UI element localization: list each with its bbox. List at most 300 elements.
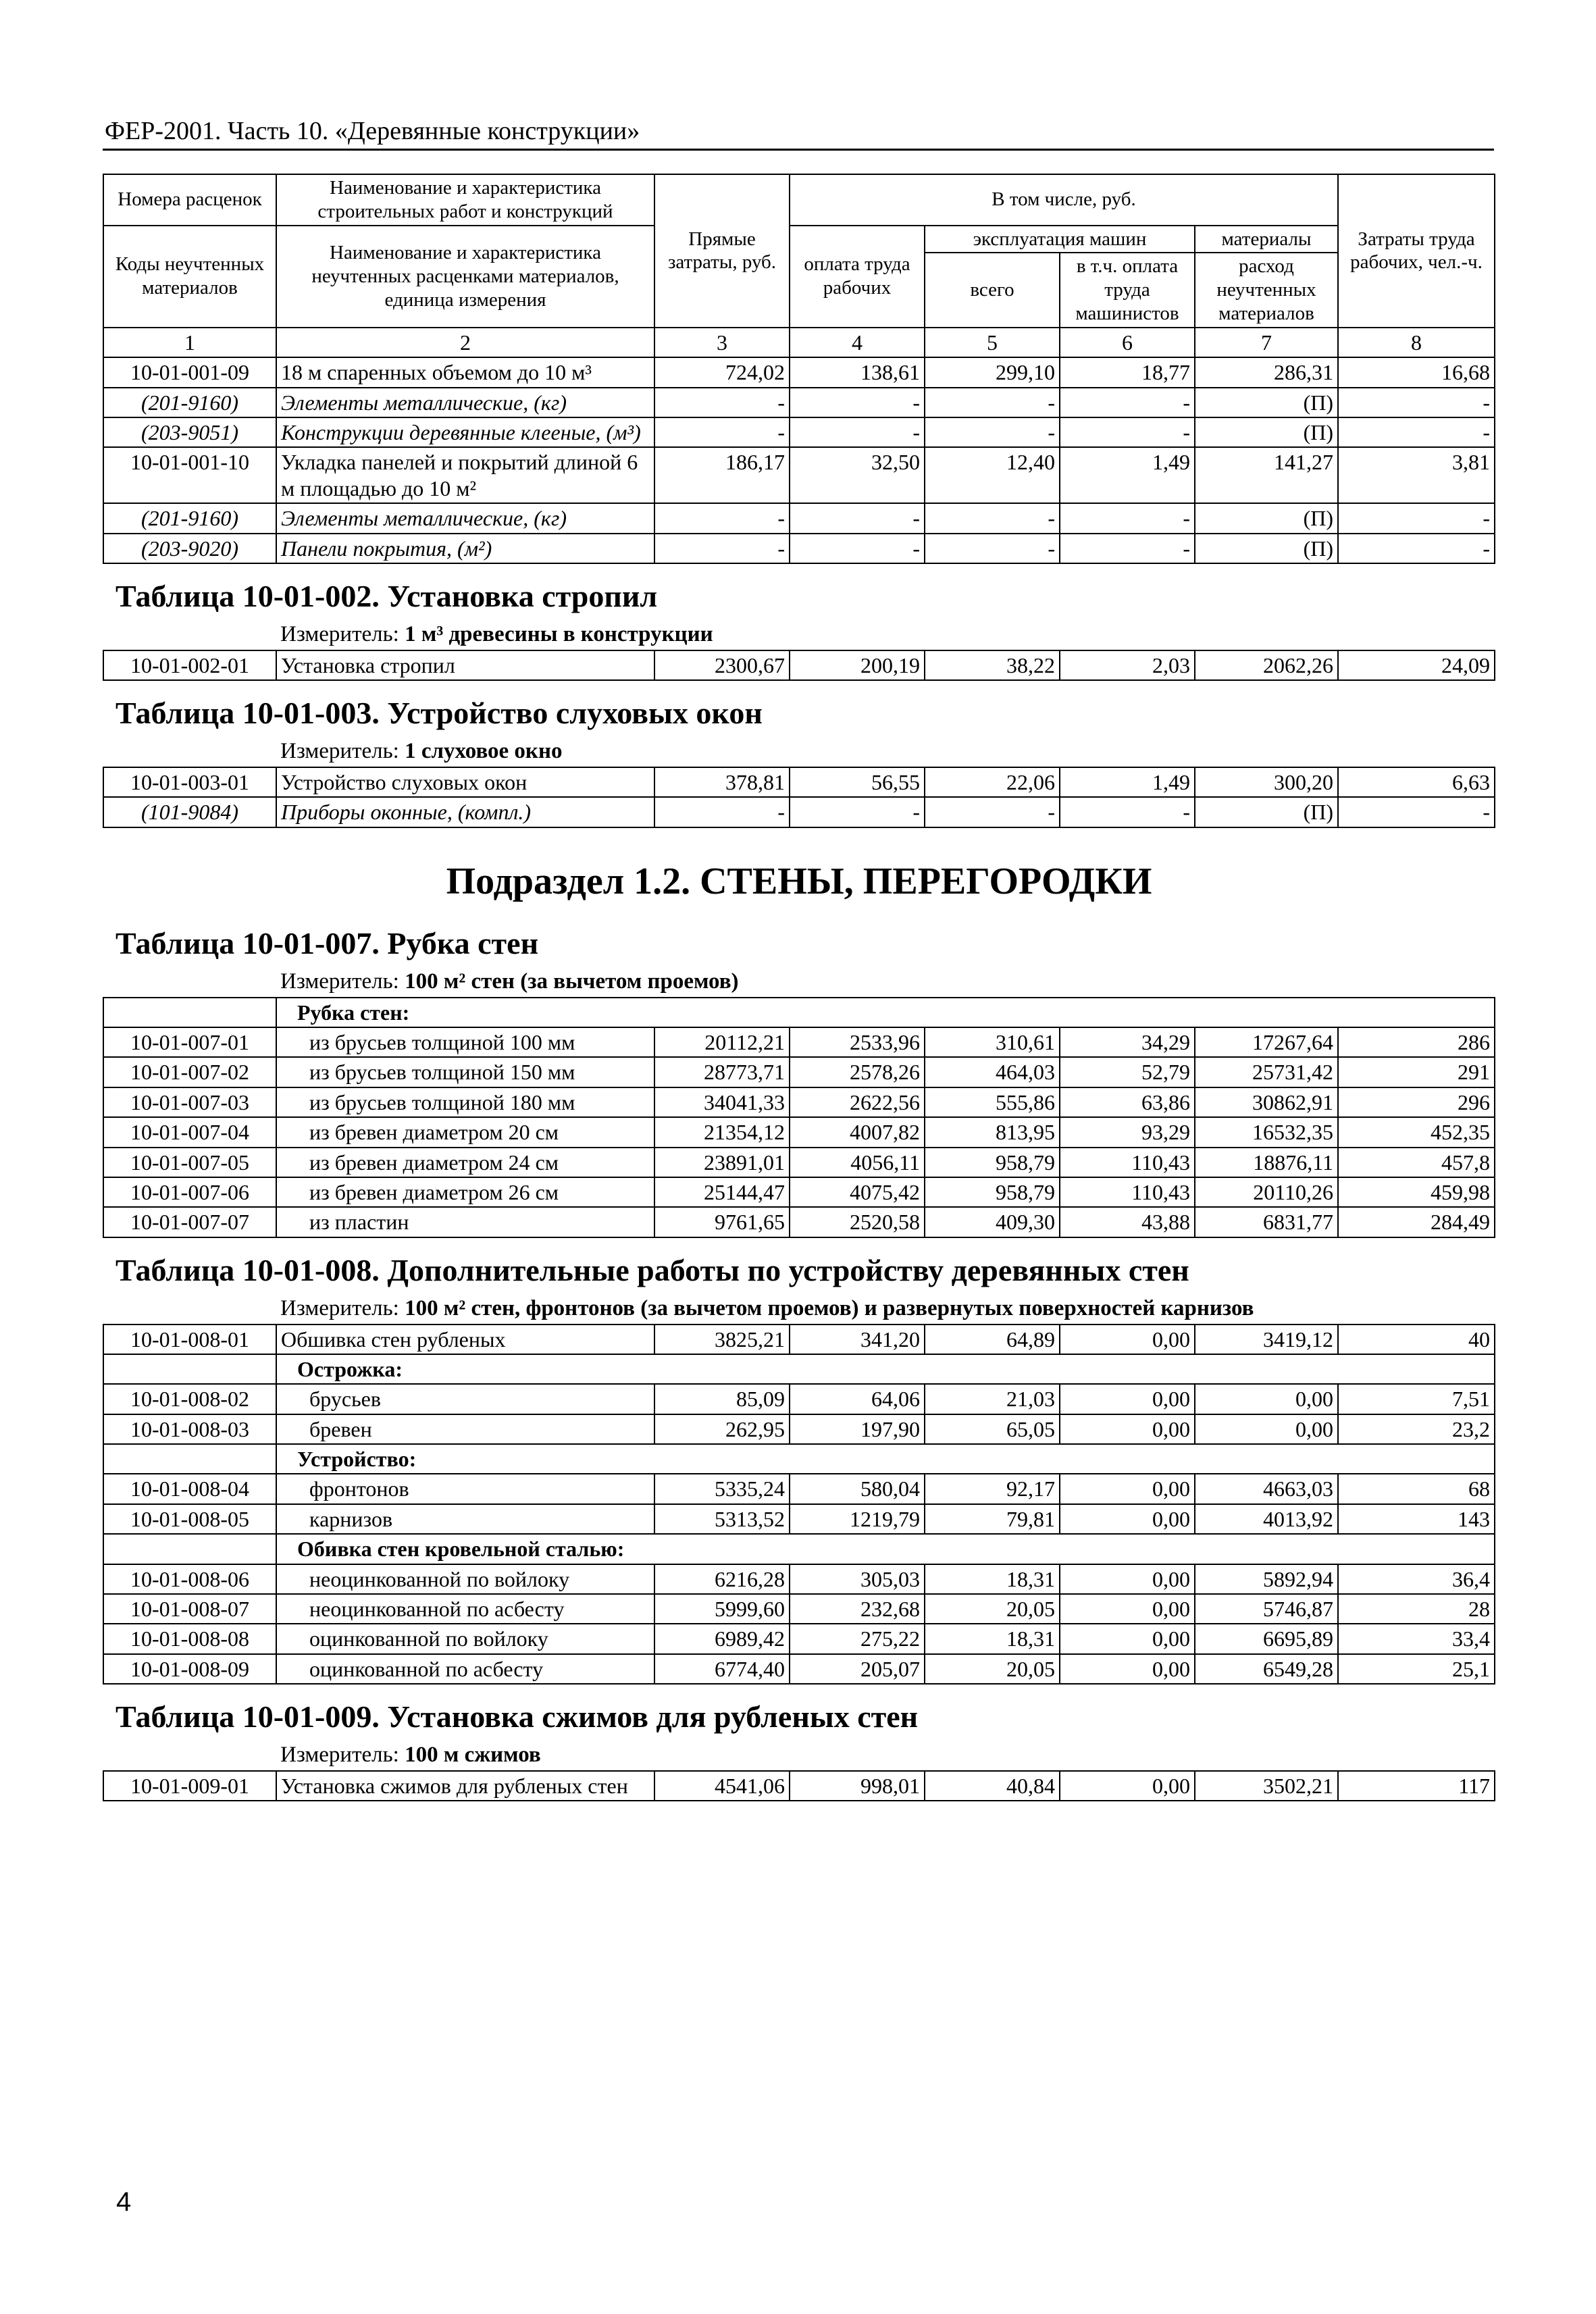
group-blank: [103, 1534, 276, 1564]
head-materials-consumption: расход неучтенных материалов: [1195, 253, 1338, 327]
value-cell: 34,29: [1060, 1027, 1195, 1057]
value-cell: 286: [1338, 1027, 1495, 1057]
table-row: [103, 1564, 1495, 1594]
group-blank: [103, 1354, 276, 1384]
value-cell: -: [654, 503, 790, 533]
group-row: [103, 1444, 1495, 1474]
column-number: 1: [103, 328, 276, 357]
value-cell: 5313,52: [654, 1504, 790, 1534]
column-number: 6: [1060, 328, 1195, 357]
head-direct-costs: Прямые затраты, руб.: [654, 174, 790, 328]
group-label: Обивка стен кровельной сталью:: [276, 1534, 1495, 1564]
value-cell: 68: [1338, 1474, 1495, 1503]
work-name: брусьев: [276, 1384, 654, 1414]
head-name-bottom: Наименование и характеристика неучтенных расценками материалов, единица измерения: [276, 226, 654, 328]
meter-value: 100 м² стен (за вычетом проемов): [405, 969, 739, 994]
value-cell: 20,05: [925, 1594, 1060, 1624]
value-cell: 18,77: [1060, 357, 1195, 387]
table-row: [103, 1594, 1495, 1624]
value-cell: 6989,42: [654, 1624, 790, 1653]
value-cell: 296: [1338, 1087, 1495, 1117]
value-cell: (П): [1195, 534, 1338, 563]
rate-code: 10-01-001-09: [103, 357, 276, 387]
value-cell: 958,79: [925, 1148, 1060, 1177]
value-cell: 3825,21: [654, 1325, 790, 1354]
page-number: 4: [116, 2187, 132, 2217]
value-cell: 143: [1338, 1504, 1495, 1534]
value-cell: 4007,82: [790, 1117, 925, 1147]
rate-code: (203-9020): [103, 534, 276, 563]
value-cell: 24,09: [1338, 650, 1495, 680]
work-name: Приборы оконные, (компл.): [276, 797, 654, 827]
table-row: [103, 1087, 1495, 1117]
rate-code: 10-01-008-05: [103, 1504, 276, 1534]
value-cell: 378,81: [654, 767, 790, 797]
work-name: Элементы металлические, (кг): [276, 503, 654, 533]
value-cell: -: [790, 503, 925, 533]
value-cell: 2300,67: [654, 650, 790, 680]
value-cell: 409,30: [925, 1207, 1060, 1237]
value-cell: 5892,94: [1195, 1564, 1338, 1594]
meter-label: Измеритель:: [280, 969, 399, 994]
column-number: 8: [1338, 328, 1495, 357]
value-cell: 23,2: [1338, 1414, 1495, 1444]
work-name: Обшивка стен рубленых: [276, 1325, 654, 1354]
table-row: [103, 1207, 1495, 1237]
rate-code: (101-9084): [103, 797, 276, 827]
table-row: [103, 447, 1495, 503]
meter-line-row: [103, 620, 1495, 650]
rate-code: 10-01-007-06: [103, 1177, 276, 1207]
table-row: [103, 1624, 1495, 1653]
value-cell: -: [790, 388, 925, 417]
table-row: [103, 1474, 1495, 1503]
value-cell: (П): [1195, 797, 1338, 827]
value-cell: 65,05: [925, 1414, 1060, 1444]
rate-code: 10-01-008-01: [103, 1325, 276, 1354]
table-title-row: [103, 1684, 1495, 1741]
value-cell: -: [1338, 503, 1495, 533]
value-cell: 3,81: [1338, 447, 1495, 503]
value-cell: 1,49: [1060, 447, 1195, 503]
value-cell: 18,31: [925, 1624, 1060, 1653]
table-row: [103, 650, 1495, 680]
head-machines: эксплуатация машин: [925, 226, 1195, 253]
value-cell: 6774,40: [654, 1654, 790, 1684]
meter-label: Измеритель:: [280, 739, 399, 764]
value-cell: 79,81: [925, 1504, 1060, 1534]
head-codes-bottom: Коды неучтенных материалов: [103, 226, 276, 328]
rate-code: 10-01-008-04: [103, 1474, 276, 1503]
value-cell: 464,03: [925, 1057, 1060, 1087]
value-cell: 2062,26: [1195, 650, 1338, 680]
value-cell: -: [1060, 388, 1195, 417]
rate-code: 10-01-008-02: [103, 1384, 276, 1414]
table-row: [103, 1771, 1495, 1801]
meter-line-row: [103, 737, 1495, 767]
value-cell: -: [925, 388, 1060, 417]
head-materials: материалы: [1195, 226, 1338, 253]
meter-line-row: [103, 1294, 1495, 1325]
column-number: 2: [276, 328, 654, 357]
value-cell: 9761,65: [654, 1207, 790, 1237]
value-cell: -: [654, 534, 790, 563]
table-row: [103, 1654, 1495, 1684]
rate-code: 10-01-002-01: [103, 650, 276, 680]
meter-line: [103, 1741, 1495, 1771]
value-cell: -: [925, 534, 1060, 563]
value-cell: 262,95: [654, 1414, 790, 1444]
rate-code: 10-01-007-04: [103, 1117, 276, 1147]
table-row: [103, 1148, 1495, 1177]
value-cell: 63,86: [1060, 1087, 1195, 1117]
value-cell: -: [1338, 797, 1495, 827]
group-row: [103, 1534, 1495, 1564]
value-cell: 4075,42: [790, 1177, 925, 1207]
table-row: [103, 1057, 1495, 1087]
meter-line: [103, 620, 1495, 650]
value-cell: (П): [1195, 503, 1338, 533]
table-row: [103, 1504, 1495, 1534]
value-cell: 18876,11: [1195, 1148, 1338, 1177]
work-name: оцинкованной по войлоку: [276, 1624, 654, 1653]
value-cell: 30862,91: [1195, 1087, 1338, 1117]
value-cell: 0,00: [1060, 1564, 1195, 1594]
table-row: [103, 1325, 1495, 1354]
value-cell: -: [790, 417, 925, 447]
value-cell: 457,8: [1338, 1148, 1495, 1177]
value-cell: 4056,11: [790, 1148, 925, 1177]
value-cell: 3419,12: [1195, 1325, 1338, 1354]
value-cell: 724,02: [654, 357, 790, 387]
rate-code: 10-01-001-10: [103, 447, 276, 503]
value-cell: 12,40: [925, 447, 1060, 503]
value-cell: 6831,77: [1195, 1207, 1338, 1237]
work-name: Укладка панелей и покрытий длиной 6 м площадью до 10 м²: [276, 447, 654, 503]
rate-code: 10-01-007-03: [103, 1087, 276, 1117]
head-codes-top: Номера расценок: [103, 174, 276, 226]
head-machines-total: всего: [925, 253, 1060, 327]
value-cell: 6549,28: [1195, 1654, 1338, 1684]
work-name: Конструкции деревянные клееные, (м³): [276, 417, 654, 447]
value-cell: 580,04: [790, 1474, 925, 1503]
value-cell: 998,01: [790, 1771, 925, 1801]
value-cell: 117: [1338, 1771, 1495, 1801]
value-cell: 6,63: [1338, 767, 1495, 797]
table-title: Таблица 10-01-002. Установка стропил: [115, 578, 658, 613]
value-cell: -: [1060, 797, 1195, 827]
value-cell: 555,86: [925, 1087, 1060, 1117]
work-name: 18 м спаренных объемом до 10 м³: [276, 357, 654, 387]
meter-line: [103, 967, 1495, 998]
value-cell: 43,88: [1060, 1207, 1195, 1237]
value-cell: 16,68: [1338, 357, 1495, 387]
value-cell: 2,03: [1060, 650, 1195, 680]
value-cell: 0,00: [1060, 1325, 1195, 1354]
value-cell: 22,06: [925, 767, 1060, 797]
work-name: из пластин: [276, 1207, 654, 1237]
group-row: [103, 998, 1495, 1027]
meter-line: [103, 737, 1495, 767]
table-title-row: [103, 563, 1495, 620]
meter-line-row: [103, 967, 1495, 998]
value-cell: 232,68: [790, 1594, 925, 1624]
value-cell: 138,61: [790, 357, 925, 387]
work-name: из брусьев толщиной 150 мм: [276, 1057, 654, 1087]
rate-code: 10-01-008-06: [103, 1564, 276, 1594]
value-cell: -: [1060, 534, 1195, 563]
value-cell: 4013,92: [1195, 1504, 1338, 1534]
value-cell: 459,98: [1338, 1177, 1495, 1207]
group-label: Устройство:: [276, 1444, 1495, 1474]
header-rule: [103, 149, 1494, 151]
value-cell: (П): [1195, 388, 1338, 417]
value-cell: 110,43: [1060, 1177, 1195, 1207]
value-cell: 92,17: [925, 1474, 1060, 1503]
column-number: 5: [925, 328, 1060, 357]
table-title: Таблица 10-01-009. Установка сжимов для рубленых стен: [115, 1699, 919, 1734]
work-name: Установка стропил: [276, 650, 654, 680]
material-row: [103, 797, 1495, 827]
value-cell: 85,09: [654, 1384, 790, 1414]
meter-value: 100 м² стен, фронтонов (за вычетом проемов) и развернутых поверхностей карнизов: [405, 1295, 1254, 1320]
column-number: 7: [1195, 328, 1338, 357]
value-cell: 17267,64: [1195, 1027, 1338, 1057]
work-name: оцинкованной по асбесту: [276, 1654, 654, 1684]
value-cell: 275,22: [790, 1624, 925, 1653]
subsection-title: Подраздел 1.2. СТЕНЫ, ПЕРЕГОРОДКИ: [446, 860, 1152, 902]
group-blank: [103, 998, 276, 1027]
value-cell: 16532,35: [1195, 1117, 1338, 1147]
value-cell: 299,10: [925, 357, 1060, 387]
value-cell: 18,31: [925, 1564, 1060, 1594]
meter-line: [103, 1294, 1495, 1325]
work-name: Элементы металлические, (кг): [276, 388, 654, 417]
value-cell: -: [654, 388, 790, 417]
work-name: бревен: [276, 1414, 654, 1444]
value-cell: 958,79: [925, 1177, 1060, 1207]
material-row: [103, 503, 1495, 533]
value-cell: 305,03: [790, 1564, 925, 1594]
column-number: 3: [654, 328, 790, 357]
head-machinists-wages: в т.ч. оплата труда машинистов: [1060, 253, 1195, 327]
value-cell: 110,43: [1060, 1148, 1195, 1177]
value-cell: 32,50: [790, 447, 925, 503]
running-header: ФЕР-2001. Часть 10. «Деревянные конструкции»: [105, 117, 640, 145]
value-cell: 0,00: [1195, 1414, 1338, 1444]
rate-code: 10-01-008-03: [103, 1414, 276, 1444]
value-cell: 4541,06: [654, 1771, 790, 1801]
table-row: [103, 767, 1495, 797]
value-cell: 6695,89: [1195, 1624, 1338, 1653]
value-cell: 0,00: [1195, 1384, 1338, 1414]
subsection-title-row: [103, 827, 1495, 911]
table-row: [103, 1384, 1495, 1414]
meter-value: 1 м³ древесины в конструкции: [405, 622, 713, 647]
value-cell: 20110,26: [1195, 1177, 1338, 1207]
value-cell: 20,05: [925, 1654, 1060, 1684]
rate-code: 10-01-003-01: [103, 767, 276, 797]
value-cell: 0,00: [1060, 1414, 1195, 1444]
value-cell: -: [1338, 417, 1495, 447]
work-name: карнизов: [276, 1504, 654, 1534]
value-cell: 34041,33: [654, 1087, 790, 1117]
value-cell: 2533,96: [790, 1027, 925, 1057]
value-cell: 93,29: [1060, 1117, 1195, 1147]
head-name-top: Наименование и характеристика строительных работ и конструкций: [276, 174, 654, 226]
table-row: [103, 1177, 1495, 1207]
value-cell: -: [654, 417, 790, 447]
table-row: [103, 1027, 1495, 1057]
value-cell: 452,35: [1338, 1117, 1495, 1147]
value-cell: 200,19: [790, 650, 925, 680]
meter-line-row: [103, 1741, 1495, 1771]
value-cell: 23891,01: [654, 1148, 790, 1177]
value-cell: 205,07: [790, 1654, 925, 1684]
table-row: [103, 357, 1495, 387]
group-blank: [103, 1444, 276, 1474]
rate-code: 10-01-007-07: [103, 1207, 276, 1237]
value-cell: -: [1338, 534, 1495, 563]
work-name: из брусьев толщиной 180 мм: [276, 1087, 654, 1117]
value-cell: 64,89: [925, 1325, 1060, 1354]
value-cell: 52,79: [1060, 1057, 1195, 1087]
value-cell: 5746,87: [1195, 1594, 1338, 1624]
rate-code: (201-9160): [103, 388, 276, 417]
value-cell: 6216,28: [654, 1564, 790, 1594]
value-cell: 21,03: [925, 1384, 1060, 1414]
rate-code: (203-9051): [103, 417, 276, 447]
meter-value: 100 м сжимов: [405, 1743, 541, 1768]
value-cell: -: [1060, 417, 1195, 447]
value-cell: 0,00: [1060, 1384, 1195, 1414]
work-name: Устройство слуховых окон: [276, 767, 654, 797]
value-cell: 2578,26: [790, 1057, 925, 1087]
value-cell: 0,00: [1060, 1474, 1195, 1503]
value-cell: 28: [1338, 1594, 1495, 1624]
value-cell: -: [790, 797, 925, 827]
meter-label: Измеритель:: [280, 1743, 399, 1768]
value-cell: 5335,24: [654, 1474, 790, 1503]
value-cell: 286,31: [1195, 357, 1338, 387]
value-cell: 28773,71: [654, 1057, 790, 1087]
value-cell: 291: [1338, 1057, 1495, 1087]
value-cell: 0,00: [1060, 1654, 1195, 1684]
value-cell: -: [1338, 388, 1495, 417]
head-labor-costs: Затраты труда рабочих, чел.-ч.: [1338, 174, 1495, 328]
head-including: В том числе, руб.: [790, 174, 1338, 226]
rate-code: 10-01-007-01: [103, 1027, 276, 1057]
work-name: неоцинкованной по войлоку: [276, 1564, 654, 1594]
value-cell: 21354,12: [654, 1117, 790, 1147]
work-name: Панели покрытия, (м²): [276, 534, 654, 563]
value-cell: 284,49: [1338, 1207, 1495, 1237]
value-cell: (П): [1195, 417, 1338, 447]
group-label: Рубка стен:: [276, 998, 1495, 1027]
value-cell: 20112,21: [654, 1027, 790, 1057]
price-table: [103, 174, 1495, 1801]
value-cell: 40: [1338, 1325, 1495, 1354]
value-cell: 56,55: [790, 767, 925, 797]
value-cell: 33,4: [1338, 1624, 1495, 1653]
meter-label: Измеритель:: [280, 1295, 399, 1320]
value-cell: 7,51: [1338, 1384, 1495, 1414]
value-cell: 0,00: [1060, 1504, 1195, 1534]
material-row: [103, 417, 1495, 447]
value-cell: 25731,42: [1195, 1057, 1338, 1087]
rate-code: 10-01-008-09: [103, 1654, 276, 1684]
rate-code: 10-01-008-07: [103, 1594, 276, 1624]
rate-code: 10-01-008-08: [103, 1624, 276, 1653]
value-cell: 197,90: [790, 1414, 925, 1444]
value-cell: 3502,21: [1195, 1771, 1338, 1801]
value-cell: -: [1060, 503, 1195, 533]
work-name: из бревен диаметром 24 см: [276, 1148, 654, 1177]
value-cell: -: [925, 417, 1060, 447]
value-cell: -: [654, 797, 790, 827]
material-row: [103, 534, 1495, 563]
rate-code: (201-9160): [103, 503, 276, 533]
table-title-row: [103, 680, 1495, 737]
group-row: [103, 1354, 1495, 1384]
work-name: из брусьев толщиной 100 мм: [276, 1027, 654, 1057]
value-cell: 0,00: [1060, 1594, 1195, 1624]
column-number: 4: [790, 328, 925, 357]
value-cell: 310,61: [925, 1027, 1060, 1057]
work-name: из бревен диаметром 20 см: [276, 1117, 654, 1147]
value-cell: 38,22: [925, 650, 1060, 680]
table-title: Таблица 10-01-003. Устройство слуховых окон: [115, 696, 763, 731]
table-title-row: [103, 911, 1495, 967]
value-cell: 141,27: [1195, 447, 1338, 503]
meter-value: 1 слуховое окно: [405, 739, 563, 764]
table-title: Таблица 10-01-007. Рубка стен: [115, 925, 539, 960]
table-title: Таблица 10-01-008. Дополнительные работы по устройству деревянных стен: [115, 1252, 1189, 1287]
work-name: фронтонов: [276, 1474, 654, 1503]
head-wages: оплата труда рабочих: [790, 226, 925, 328]
value-cell: 1219,79: [790, 1504, 925, 1534]
value-cell: -: [925, 797, 1060, 827]
value-cell: 5999,60: [654, 1594, 790, 1624]
value-cell: 36,4: [1338, 1564, 1495, 1594]
value-cell: 186,17: [654, 447, 790, 503]
value-cell: 813,95: [925, 1117, 1060, 1147]
work-name: из бревен диаметром 26 см: [276, 1177, 654, 1207]
table-row: [103, 1414, 1495, 1444]
work-name: неоцинкованной по асбесту: [276, 1594, 654, 1624]
value-cell: 64,06: [790, 1384, 925, 1414]
value-cell: -: [925, 503, 1060, 533]
value-cell: 0,00: [1060, 1771, 1195, 1801]
value-cell: -: [790, 534, 925, 563]
rate-code: 10-01-007-02: [103, 1057, 276, 1087]
value-cell: 1,49: [1060, 767, 1195, 797]
table-title-row: [103, 1237, 1495, 1294]
value-cell: 0,00: [1060, 1624, 1195, 1653]
value-cell: 2622,56: [790, 1087, 925, 1117]
value-cell: 40,84: [925, 1771, 1060, 1801]
rate-code: 10-01-007-05: [103, 1148, 276, 1177]
value-cell: 2520,58: [790, 1207, 925, 1237]
value-cell: 300,20: [1195, 767, 1338, 797]
work-name: Установка сжимов для рубленых стен: [276, 1771, 654, 1801]
value-cell: 25,1: [1338, 1654, 1495, 1684]
material-row: [103, 388, 1495, 417]
table-row: [103, 1117, 1495, 1147]
meter-label: Измеритель:: [280, 622, 399, 647]
value-cell: 25144,47: [654, 1177, 790, 1207]
value-cell: 4663,03: [1195, 1474, 1338, 1503]
